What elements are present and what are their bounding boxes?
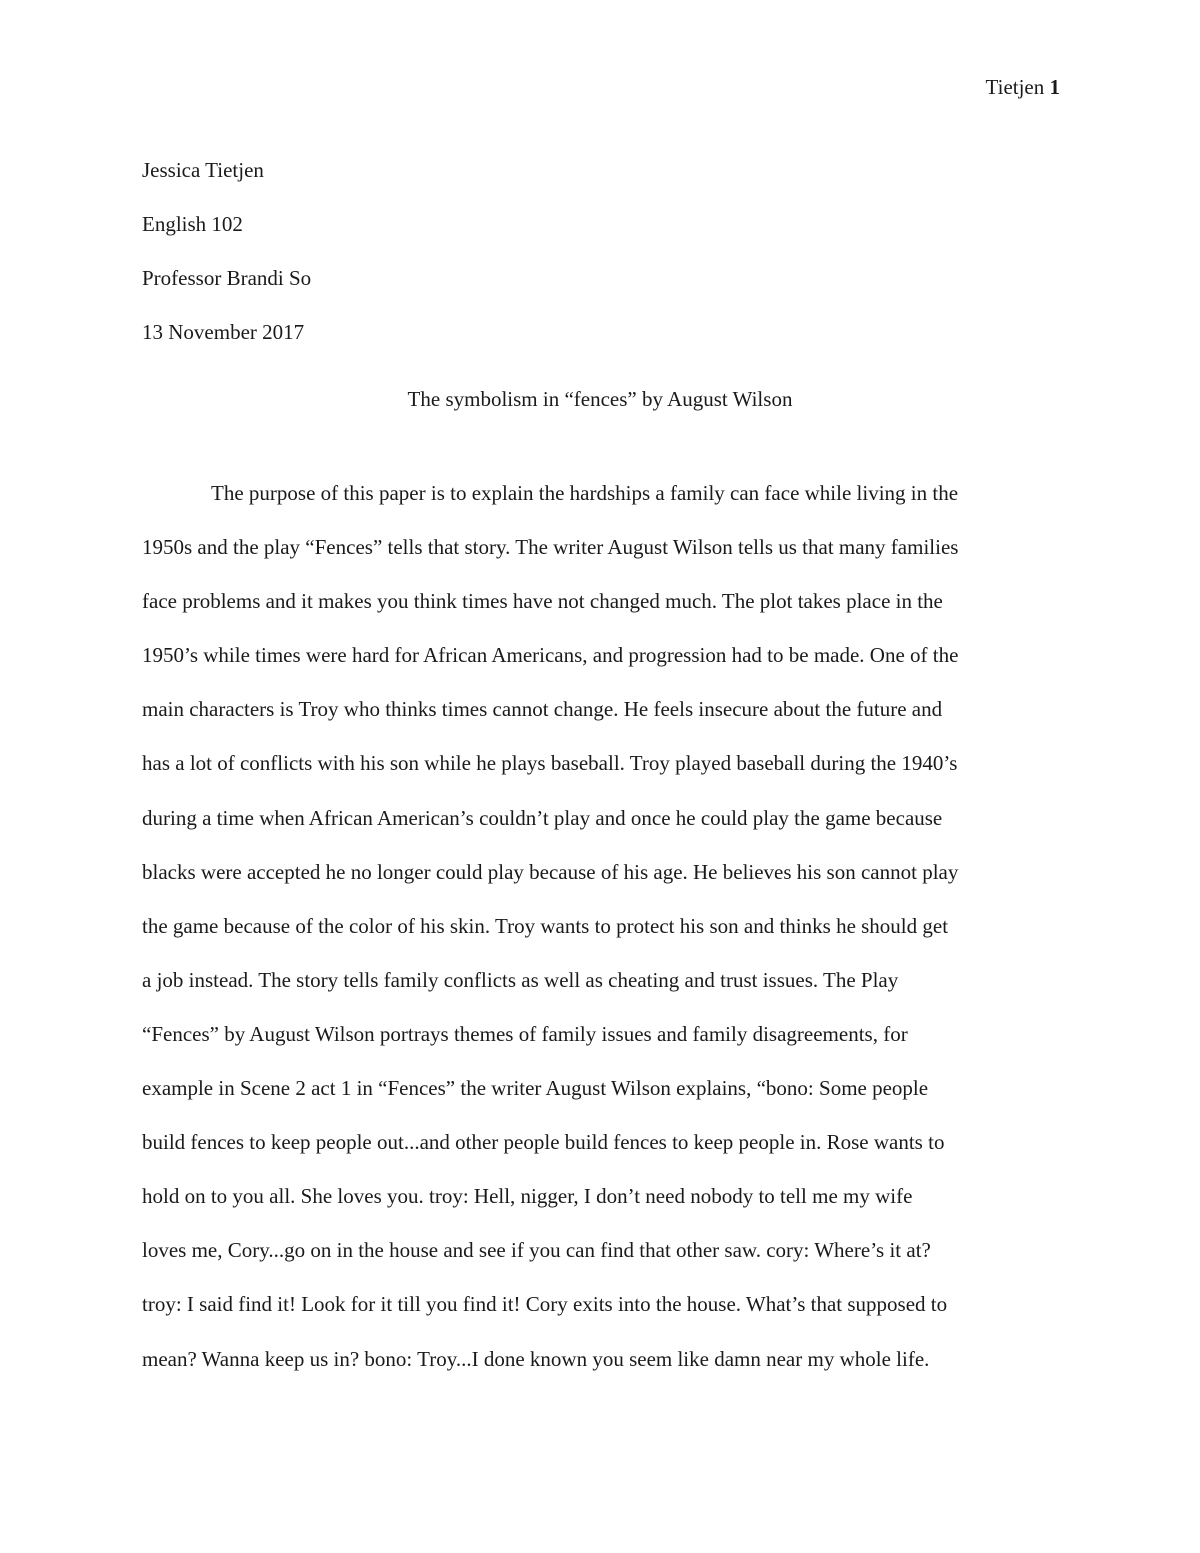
body-line: the game because of the color of his skin. Troy wants to protect his son and thinks he should get (142, 913, 949, 938)
body-line: mean? Wanna keep us in? bono: Troy...I done known you seem like damn near my whole life. (142, 1346, 930, 1371)
body-line: loves me, Cory...go on in the house and see if you can find that other saw. cory: Where’s it at? (142, 1238, 931, 1263)
body-line: face problems and it makes you think times have not changed much. The plot takes place in the (142, 589, 943, 614)
paper-title: The symbolism in “fences” by August Wilson (407, 387, 793, 411)
body-line: 1950’s while times were hard for African Americans, and progression had to be made. One of the (142, 643, 959, 668)
body-paragraph (142, 466, 1058, 1386)
course-name: English 102 (142, 212, 243, 236)
running-header (986, 73, 1060, 101)
body-line: 1950s and the play “Fences” tells that story. The writer August Wilson tells us that many families (142, 535, 959, 560)
instructor-name: Professor Brandi So (142, 266, 312, 290)
body-line: a job instead. The story tells family conflicts as well as cheating and trust issues. The Play (142, 967, 899, 992)
page-number: 1 (1049, 75, 1060, 99)
header-author-name: Tietjen (985, 75, 1045, 99)
body-line: build fences to keep people out...and other people build fences to keep people in. Rose wants to (142, 1130, 945, 1155)
body-line: hold on to you all. She loves you. troy: Hell, nigger, I don’t need nobody to tell me my wife (142, 1184, 913, 1209)
body-line: example in Scene 2 act 1 in “Fences” the writer August Wilson explains, “bono: Some people (142, 1076, 929, 1101)
body-line: “Fences” by August Wilson portrays themes of family issues and family disagreements, for (142, 1021, 908, 1046)
body-line: main characters is Troy who thinks times cannot change. He feels insecure about the future and (142, 697, 943, 722)
body-line: blacks were accepted he no longer could play because of his age. He believes his son cannot play (142, 859, 959, 884)
body-line: has a lot of conflicts with his son while he plays baseball. Troy played baseball during the 1940’s (142, 751, 958, 776)
body-line: troy: I said find it! Look for it till you find it! Cory exits into the house. What’s that supposed to (142, 1292, 948, 1317)
mla-heading (142, 143, 1062, 359)
student-name: Jessica Tietjen (142, 158, 264, 182)
body-line: during a time when African American’s couldn’t play and once he could play the game because (142, 805, 943, 830)
submission-date: 13 November 2017 (142, 320, 305, 344)
body-line: The purpose of this paper is to explain the hardships a family can face while living in the (211, 481, 959, 505)
